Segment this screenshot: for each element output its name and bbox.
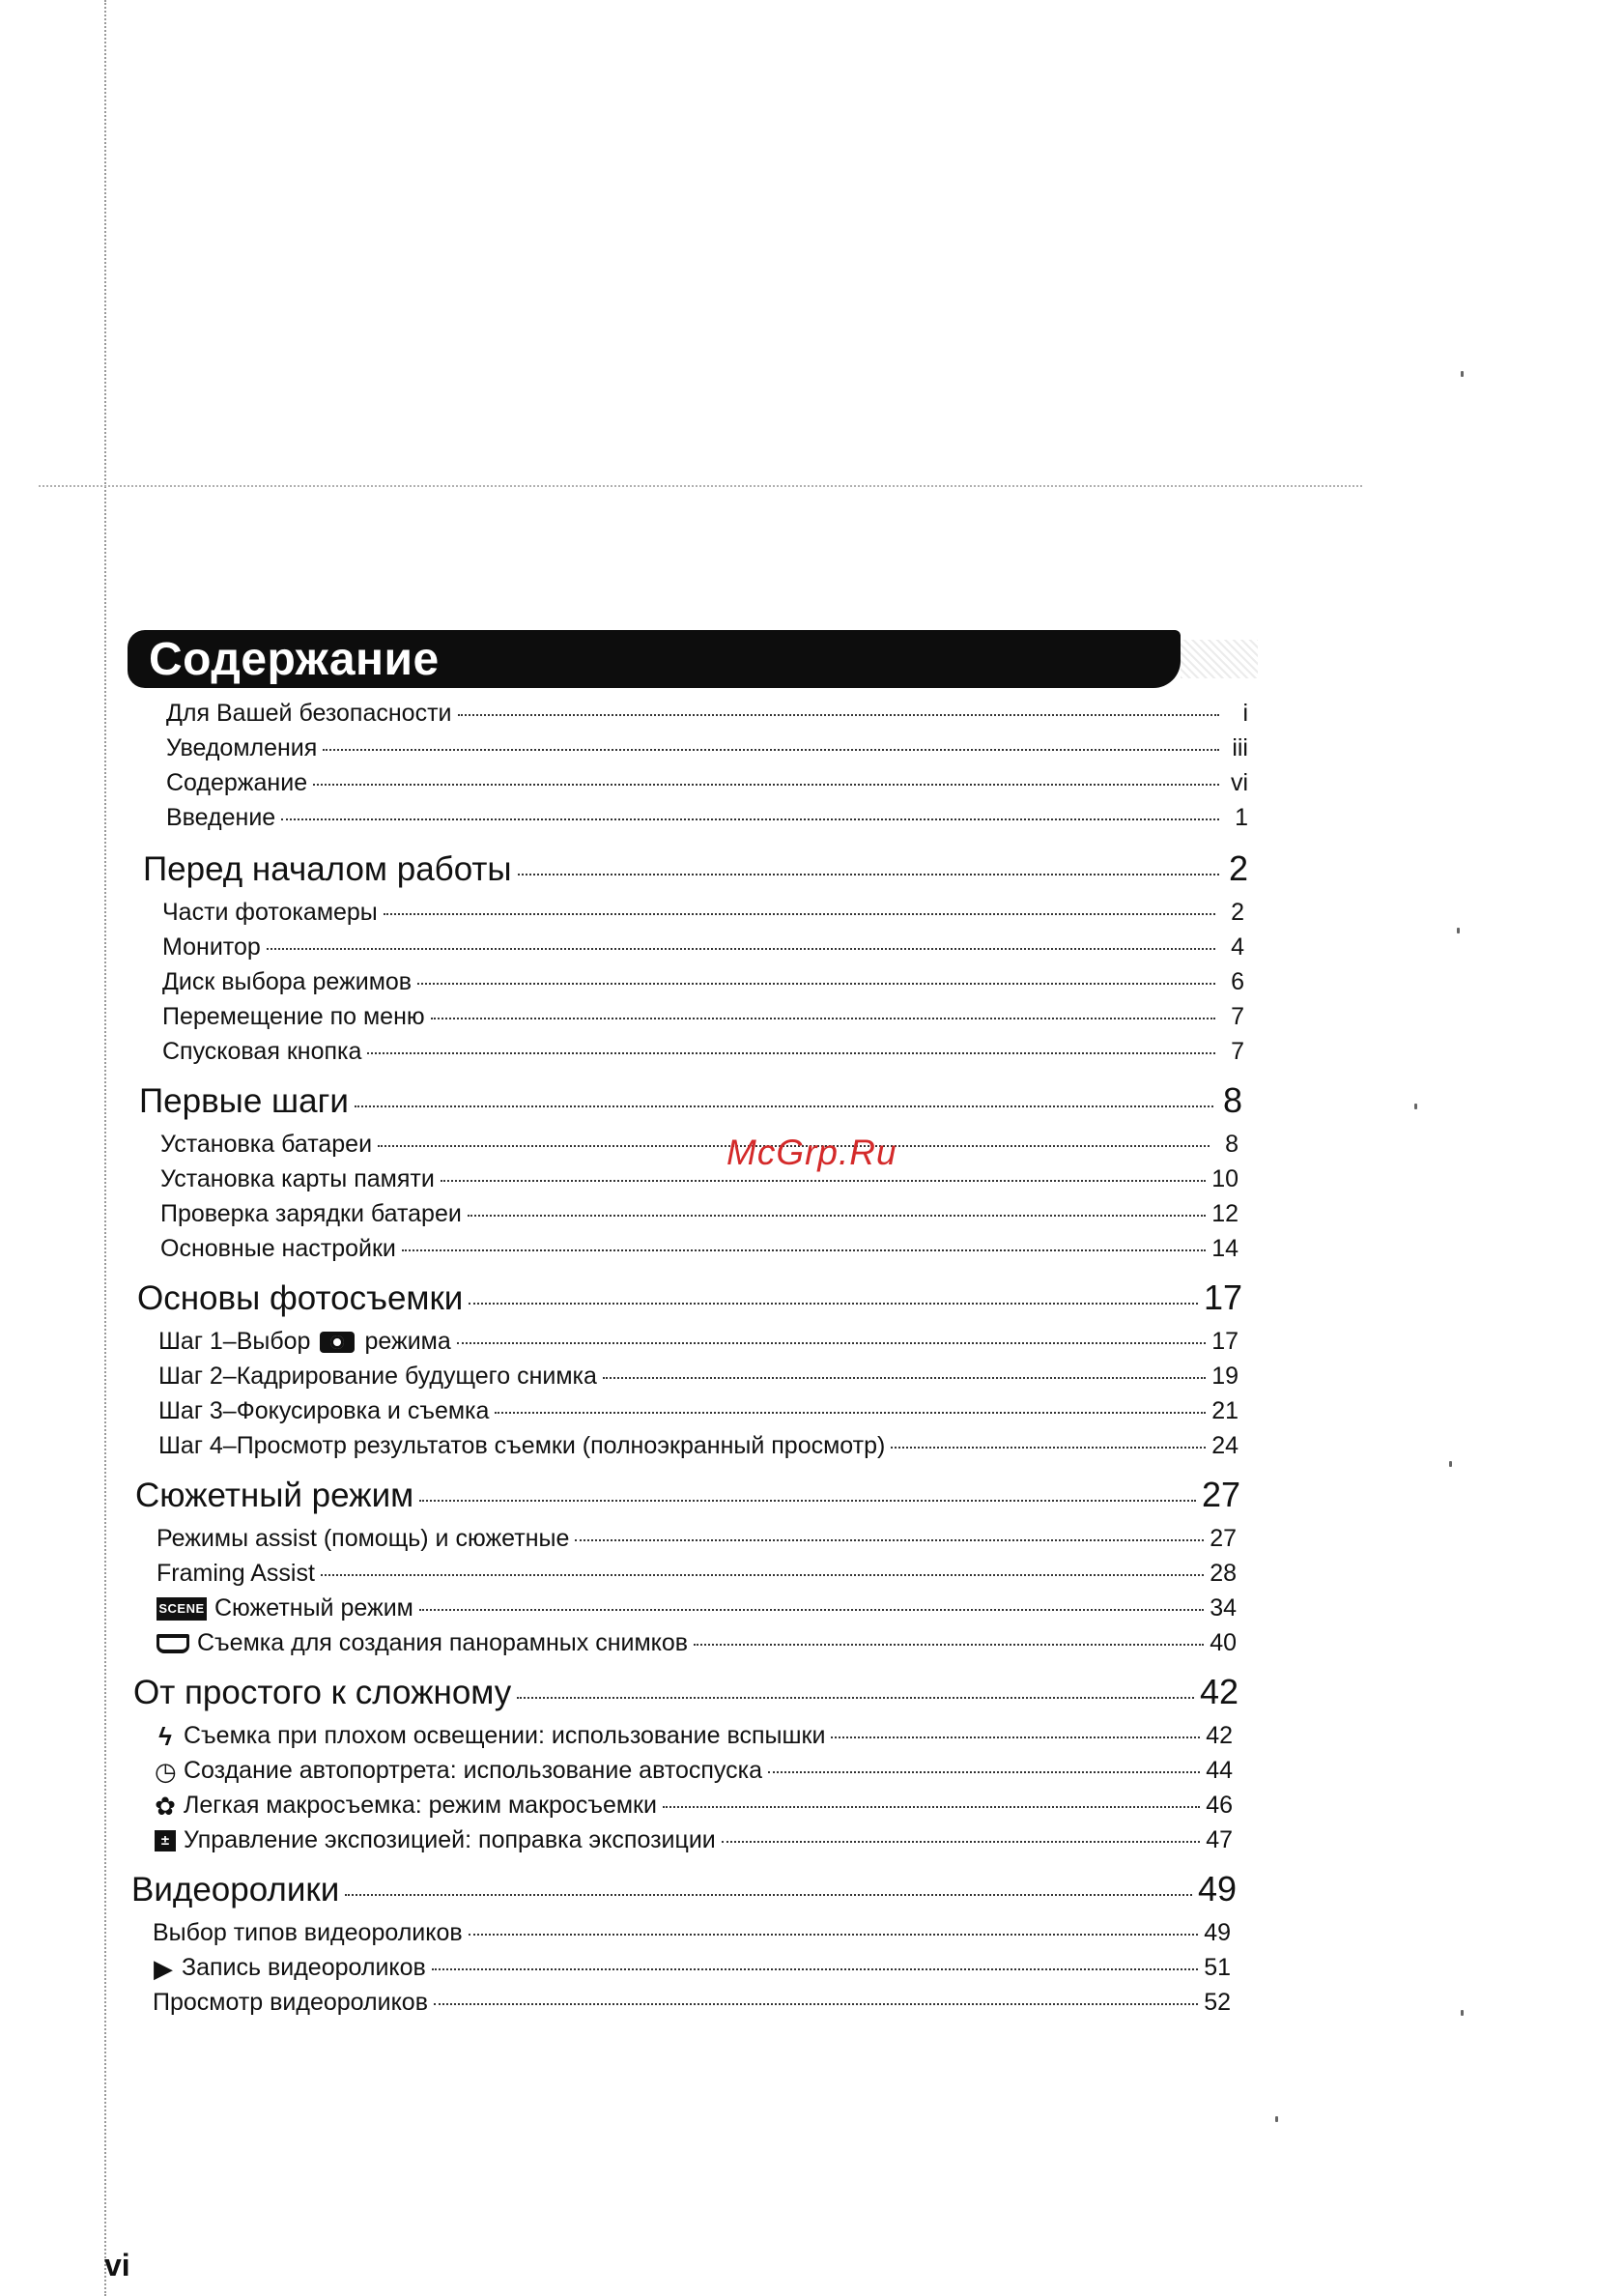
toc-entry[interactable] xyxy=(160,1165,1239,1198)
toc-section-title: Перед началом работы xyxy=(143,850,512,888)
dot-leader xyxy=(323,749,1219,751)
toc-entry[interactable] xyxy=(162,1038,1244,1071)
toc-entry-label-text: Сюжетный режим xyxy=(214,1594,413,1622)
dot-leader xyxy=(321,1574,1204,1576)
toc-section[interactable] xyxy=(139,1080,1242,1127)
toc-entry[interactable] xyxy=(158,1328,1239,1361)
toc-entry-page: 42 xyxy=(1206,1722,1233,1750)
toc-entry-label: Уведомления xyxy=(166,734,318,761)
toc-entry[interactable] xyxy=(157,1629,1237,1662)
flash-icon: ϟ xyxy=(158,1722,172,1751)
toc-section-page: 42 xyxy=(1199,1672,1239,1711)
dot-leader xyxy=(367,1052,1215,1054)
toc-entry-page: 27 xyxy=(1210,1525,1237,1552)
toc-entry-page: 51 xyxy=(1204,1954,1231,1982)
toc-entry-page: 46 xyxy=(1206,1792,1233,1820)
dot-leader xyxy=(419,1609,1204,1611)
toc-entry-page: vi xyxy=(1230,769,1248,796)
dot-leader xyxy=(432,1968,1198,1970)
page-number: vi xyxy=(104,2248,130,2282)
dot-leader xyxy=(419,1500,1196,1502)
toc-section[interactable] xyxy=(137,1277,1242,1324)
dot-leader xyxy=(468,1215,1206,1217)
toc-entry[interactable] xyxy=(162,968,1244,1001)
toc-entry-label: Установка батареи xyxy=(160,1131,373,1158)
macro-icon: ✿ xyxy=(155,1792,176,1821)
scan-speck xyxy=(1461,371,1464,377)
toc-entry-page: i xyxy=(1242,700,1248,727)
dot-leader xyxy=(603,1377,1206,1379)
toc-entry-page: 14 xyxy=(1211,1235,1239,1262)
toc-title-bar xyxy=(128,630,1181,688)
toc-entry-label: Выбор типов видеороликов xyxy=(153,1919,463,1946)
toc-section[interactable] xyxy=(143,848,1248,895)
toc-entry-label: Содержание xyxy=(166,769,308,796)
dot-leader xyxy=(458,714,1220,716)
self-timer-icon: ◷ xyxy=(155,1757,177,1786)
dot-leader xyxy=(313,784,1219,786)
toc-entry[interactable] xyxy=(162,933,1244,966)
dot-leader xyxy=(402,1249,1206,1251)
toc-entry-label: Framing Assist xyxy=(157,1560,315,1587)
toc-entry-page: 40 xyxy=(1210,1629,1237,1656)
scan-speck xyxy=(1461,2010,1464,2016)
toc-entry-page: 8 xyxy=(1225,1131,1239,1158)
toc-entry[interactable] xyxy=(166,804,1248,837)
dot-leader xyxy=(434,2003,1198,2005)
toc-section-title: Первые шаги xyxy=(139,1082,349,1120)
page-title: Содержание xyxy=(149,633,440,685)
camera-mode-icon xyxy=(320,1332,355,1353)
toc-entry[interactable] xyxy=(166,769,1248,802)
toc-section-title: Сюжетный режим xyxy=(135,1477,414,1514)
toc-entry[interactable] xyxy=(153,1919,1231,1952)
toc-entry-label-text: Управление экспозицией: поправка экспозиции xyxy=(184,1826,716,1853)
toc-entry-page: 19 xyxy=(1211,1363,1239,1390)
binding-margin-line xyxy=(104,0,106,2296)
toc-entry-page: 6 xyxy=(1231,968,1244,995)
toc-entry-label xyxy=(157,1629,688,1657)
dot-leader xyxy=(469,1303,1198,1305)
toc-entry-label: Шаг 2–Кадрирование будущего снимка xyxy=(158,1363,597,1390)
toc-entry-label xyxy=(155,1722,825,1752)
toc-entry-label xyxy=(157,1594,413,1622)
dot-leader xyxy=(355,1105,1213,1107)
toc-entry-label-text: Съемка при плохом освещении: использование вспышки xyxy=(184,1722,826,1750)
toc-entry[interactable] xyxy=(153,1989,1231,2022)
dot-leader xyxy=(267,948,1215,950)
toc-section[interactable] xyxy=(131,1869,1237,1915)
toc-entry-label: Просмотр видеороликов xyxy=(153,1989,428,2016)
toc-entry[interactable] xyxy=(155,1722,1233,1755)
toc-entry-label: Перемещение по меню xyxy=(162,1003,425,1030)
toc-section[interactable] xyxy=(133,1672,1239,1718)
toc-entry-label xyxy=(155,1792,657,1822)
toc-entry-label xyxy=(155,1757,762,1787)
toc-entry-page: 10 xyxy=(1211,1165,1239,1192)
toc-entry-page: 1 xyxy=(1235,804,1248,831)
dot-leader xyxy=(722,1841,1200,1843)
toc-entry[interactable] xyxy=(157,1594,1237,1627)
dot-leader xyxy=(431,1018,1215,1019)
toc-entry-label: Шаг 4–Просмотр результатов съемки (полноэкранный просмотр) xyxy=(158,1432,886,1459)
scan-smudge xyxy=(1181,640,1258,678)
toc-section-page: 27 xyxy=(1201,1475,1240,1514)
dot-leader xyxy=(495,1412,1206,1414)
toc-section-page: 8 xyxy=(1222,1080,1242,1120)
toc-section-title: Видеоролики xyxy=(131,1871,340,1909)
toc-entry-label-text: Создание автопортрета: использование автоспуска xyxy=(184,1757,763,1785)
toc-entry-page: 2 xyxy=(1231,899,1244,926)
dot-leader xyxy=(517,1697,1194,1699)
toc-entry[interactable] xyxy=(158,1397,1239,1430)
toc-entry-label: Шаг 3–Фокусировка и съемка xyxy=(158,1397,490,1424)
toc-entry-page: 28 xyxy=(1210,1560,1237,1587)
toc-entry-page: 4 xyxy=(1231,933,1244,961)
toc-entry-label-text: Легкая макросъемка: режим макросъемки xyxy=(184,1792,657,1820)
scan-speck xyxy=(1449,1461,1452,1467)
dot-leader xyxy=(831,1736,1200,1738)
toc-entry-page: 47 xyxy=(1206,1826,1233,1853)
toc-entry-label-after: режима xyxy=(364,1328,451,1355)
scene-icon: SCENE xyxy=(157,1597,207,1621)
toc-entry-label: Введение xyxy=(166,804,276,831)
dot-leader xyxy=(384,913,1215,915)
toc-entry-label: Режимы assist (помощь) и сюжетные xyxy=(157,1525,570,1552)
dot-leader xyxy=(891,1447,1206,1449)
toc-entry-label-before: Шаг 1–Выбор xyxy=(158,1328,311,1355)
toc-section-page: 49 xyxy=(1197,1869,1237,1909)
toc-entry-page: 21 xyxy=(1211,1397,1239,1424)
toc-section-page: 17 xyxy=(1203,1277,1242,1317)
fold-line xyxy=(39,485,1362,487)
toc-entry-label xyxy=(158,1328,451,1356)
dot-leader xyxy=(417,983,1215,985)
dot-leader xyxy=(518,874,1219,875)
toc-entry[interactable] xyxy=(155,1792,1233,1824)
dot-leader xyxy=(345,1894,1192,1896)
dot-leader xyxy=(441,1180,1206,1182)
toc-entry[interactable] xyxy=(157,1525,1237,1558)
dot-leader xyxy=(575,1539,1204,1541)
toc-entry-page: 12 xyxy=(1211,1200,1239,1227)
dot-leader xyxy=(663,1806,1200,1808)
scan-speck xyxy=(1414,1104,1417,1109)
toc-entry[interactable] xyxy=(157,1560,1237,1593)
toc-entry[interactable] xyxy=(155,1757,1233,1790)
toc-entry-label: Основные настройки xyxy=(160,1235,396,1262)
toc-entry-label xyxy=(153,1954,426,1984)
panorama-icon xyxy=(157,1634,189,1653)
toc-entry[interactable] xyxy=(160,1200,1239,1233)
toc-entry-page: 49 xyxy=(1204,1919,1231,1946)
toc-entry[interactable] xyxy=(153,1954,1231,1987)
toc-entry[interactable] xyxy=(158,1432,1239,1465)
toc-entry-page: 52 xyxy=(1204,1989,1231,2016)
toc-entry-label: Спусковая кнопка xyxy=(162,1038,362,1065)
dot-leader xyxy=(469,1934,1199,1936)
toc-entry-page: 44 xyxy=(1206,1757,1233,1785)
toc-entry[interactable] xyxy=(166,734,1248,767)
toc-entry-page: 24 xyxy=(1211,1432,1239,1459)
toc-entry-label: Установка карты памяти xyxy=(160,1165,435,1192)
toc-entry[interactable] xyxy=(162,899,1244,932)
toc-entry-page: iii xyxy=(1232,734,1248,761)
toc-entry-page: 7 xyxy=(1231,1003,1244,1030)
movie-icon: ▶ xyxy=(154,1954,173,1983)
scan-speck xyxy=(1457,928,1460,933)
toc-section[interactable] xyxy=(135,1475,1240,1521)
dot-leader xyxy=(457,1342,1206,1344)
toc-entry-label-text: Съемка для создания панорамных снимков xyxy=(197,1629,689,1656)
toc-entry-page: 34 xyxy=(1210,1594,1237,1622)
toc-entry-label: Монитор xyxy=(162,933,261,961)
watermark: McGrp.Ru xyxy=(726,1133,897,1172)
toc-entry-label: Диск выбора режимов xyxy=(162,968,413,995)
toc-entry-label-text: Запись видеороликов xyxy=(182,1954,426,1982)
toc-entry[interactable] xyxy=(162,1003,1244,1036)
dot-leader xyxy=(768,1771,1200,1773)
toc-entry[interactable] xyxy=(166,700,1248,732)
toc-entry-label: Проверка зарядки батареи xyxy=(160,1200,462,1227)
toc-section-title: От простого к сложному xyxy=(133,1674,512,1711)
toc-entry[interactable] xyxy=(158,1363,1239,1395)
toc-entry[interactable] xyxy=(160,1131,1239,1163)
toc-section-title: Основы фотосъемки xyxy=(137,1279,464,1317)
toc-entry-label xyxy=(155,1826,716,1854)
exposure-icon: ± xyxy=(155,1830,176,1851)
scan-speck xyxy=(1275,2116,1278,2122)
toc-entry-page: 7 xyxy=(1231,1038,1244,1065)
toc-entry[interactable] xyxy=(160,1235,1239,1268)
dot-leader xyxy=(694,1644,1204,1646)
toc-entry-label: Для Вашей безопасности xyxy=(166,700,452,727)
toc-section-page: 2 xyxy=(1228,848,1248,888)
dot-leader xyxy=(281,818,1219,820)
toc-entry-page: 17 xyxy=(1211,1328,1239,1355)
toc-entry[interactable] xyxy=(155,1826,1233,1859)
toc-entry-label: Части фотокамеры xyxy=(162,899,378,926)
